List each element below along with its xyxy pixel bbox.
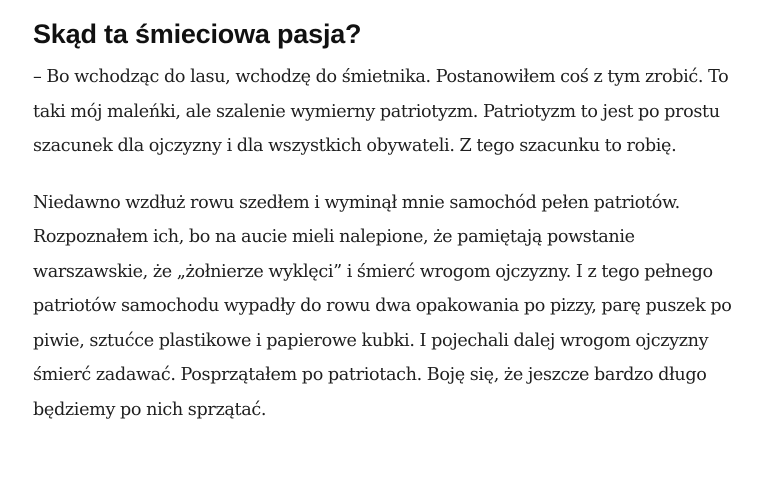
section-heading: Skąd ta śmieciowa pasja? [33,19,362,49]
article-body [33,14,745,427]
story-paragraph: Niedawno wzdłuż rowu szedłem i wyminął mnie samochód pełen patriotów. Rozpoznałem ich, bo na aucie mieli nalepione, że pamiętają powstanie warszawskie, że „żołnierze wyklęci” i śmierć wrogom ojczyzny. I z tego pełnego patriotów samochodu wypadły do rowu dwa opakowania po pizzy, parę puszek po piwie, sztućce plastikowe i papierowe kubki. I pojechali dalej wrogom ojczyzny śmierć zadawać. Posprzątałem po patriotach. Boję się, że jeszcze bardzo długo będziemy po nich sprzątać. [33,192,732,420]
answer-paragraph: – Bo wchodząc do lasu, wchodzę do śmietnika. Postanowiłem coś z tym zrobić. To taki mój maleńki, ale szalenie wymierny patriotyzm. Patriotyzm to jest po prostu szacunek dla ojczyzny i dla wszystkich obywateli. Z tego szacunku to robię. [33,67,729,156]
